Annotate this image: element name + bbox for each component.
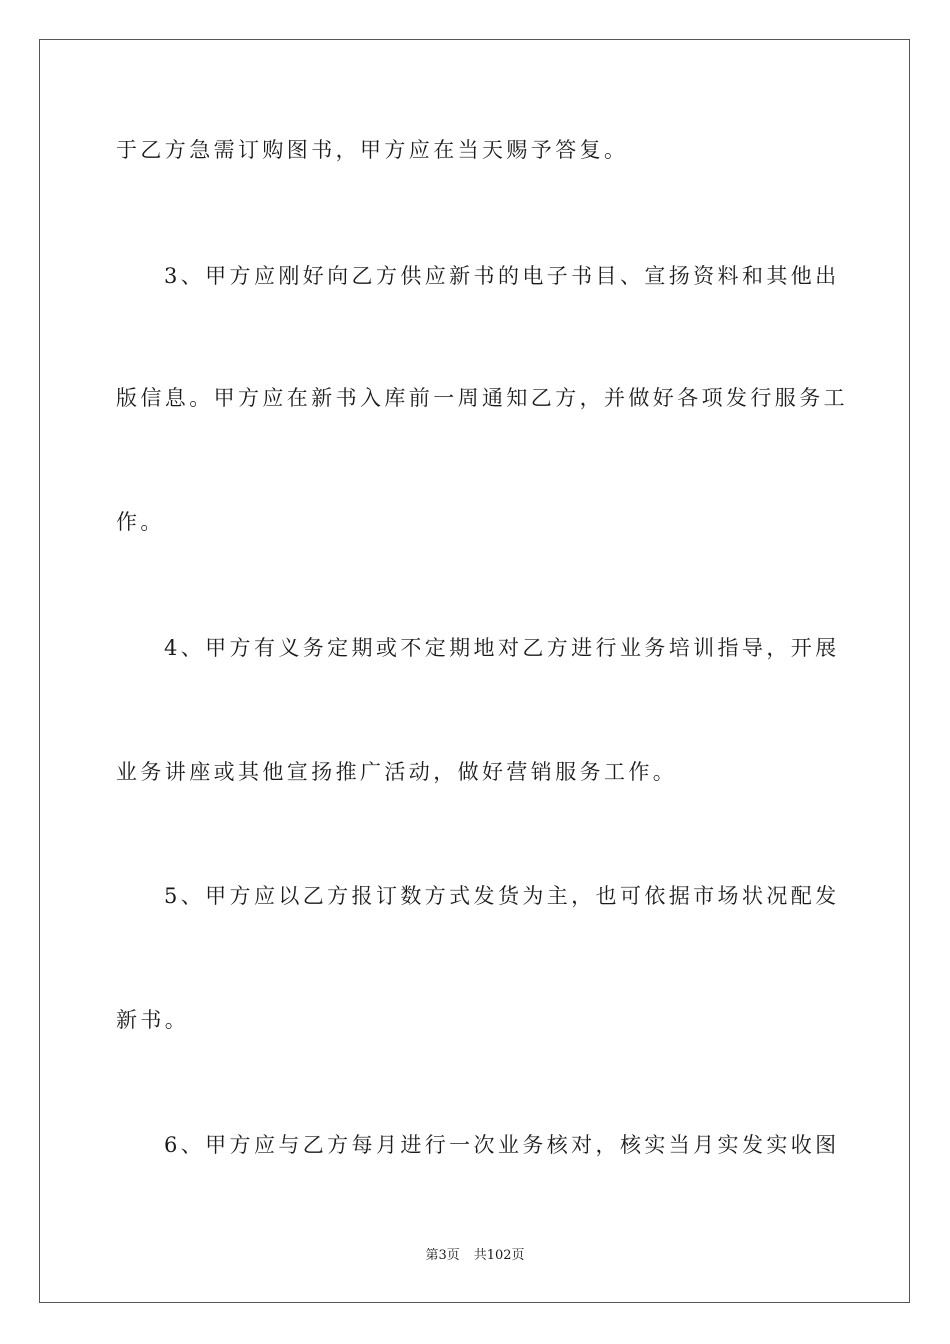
text-line-6: 业务讲座或其他宣扬推广活动，做好营销服务工作。 [116,760,678,784]
page-frame [39,39,910,1303]
text-line-2: 3、甲方应刚好向乙方供应新书的电子书目、宣扬资料和其他出 [164,264,840,288]
text-line-9: 6、甲方应与乙方每月进行一次业务核对，核实当月实发实收图 [164,1133,840,1157]
page-number: 第3页 [425,1248,460,1263]
text-line-3: 版信息。甲方应在新书入库前一周通知乙方，并做好各项发行服务工 [116,386,848,410]
page-total: 共102页 [473,1248,525,1263]
text-line-8: 新书。 [116,1008,190,1032]
page-footer [0,1247,950,1265]
text-line-7: 5、甲方应以乙方报订数方式发货为主，也可依据市场状况配发 [164,884,840,908]
text-line-5: 4、甲方有义务定期或不定期地对乙方进行业务培训指导，开展 [164,636,840,660]
text-line-4: 作。 [116,510,165,534]
text-line-1: 于乙方急需订购图书，甲方应在当天赐予答复。 [116,138,629,162]
